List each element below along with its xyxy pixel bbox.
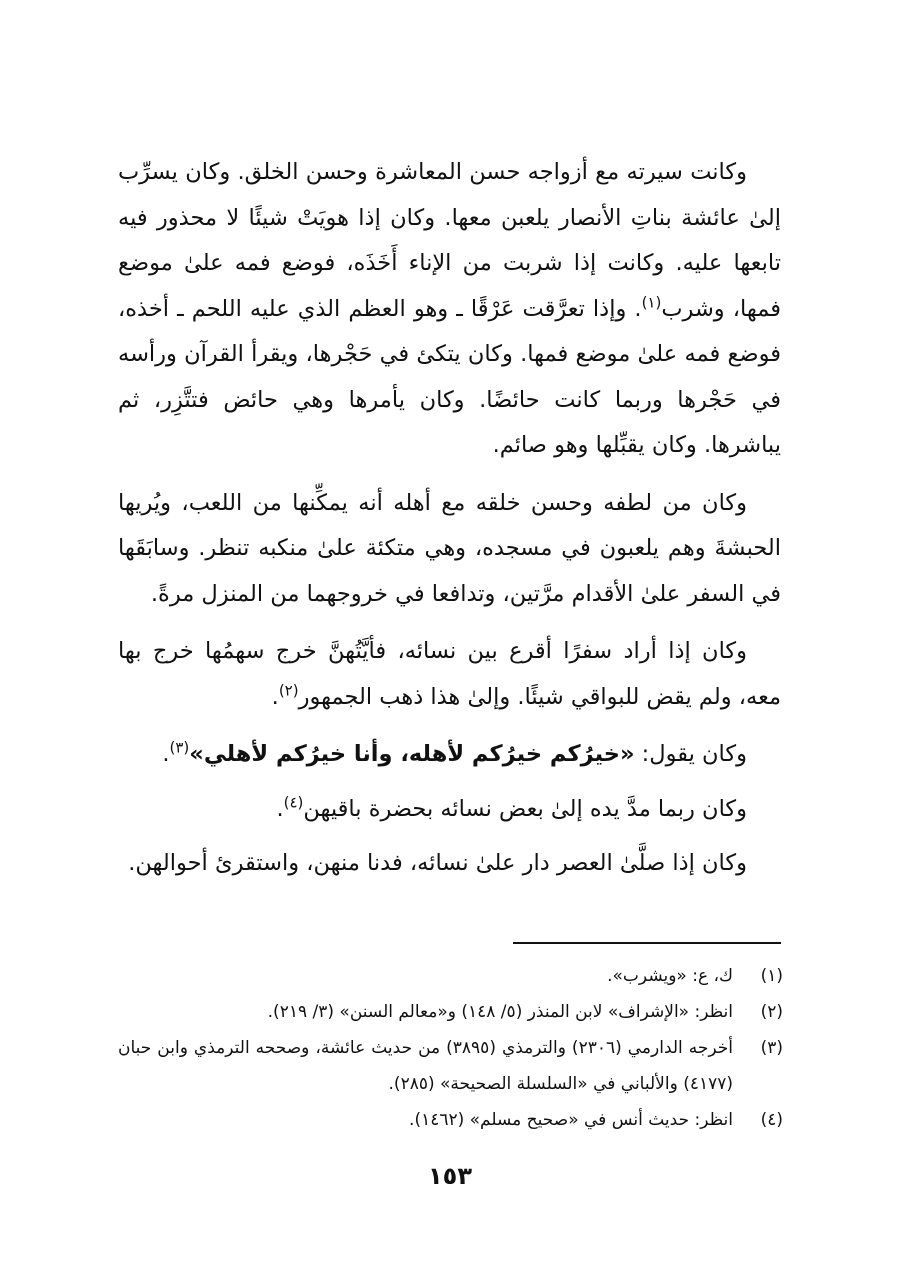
footnote-number: (٣) (760, 1038, 783, 1058)
footnote-text: ك، ع: «ويشرب». (607, 966, 733, 986)
footnote-number: (١) (760, 966, 783, 986)
footnote-separator (513, 942, 781, 944)
footnote-text: انظر: «الإشراف» لابن المنذر (٥/ ١٤٨) و«معالم السنن» (٣/ ٢١٩). (267, 1002, 733, 1022)
paragraph-5: وكان ربما مدَّ يده إلىٰ بعض نسائه بحضرة باقيهن$^{(٤)}$. (276, 793, 747, 822)
footnotes (118, 958, 783, 1138)
footnote-ref-4[interactable]: (٤) (283, 793, 304, 811)
footnote-ref-2[interactable]: (٢) (278, 681, 299, 699)
footnote-number: (٢) (760, 1002, 783, 1022)
paragraph-3: وكان إذا أراد سفرًا أقرع بين نسائه، فأيَّتُهنَّ خرج سهمُها خرج بها معه، ولم يقض للبواقي شيئًا. وإلىٰ هذا ذهب الجمهور$^{(٢)}$. (118, 638, 781, 710)
footnote-text: أخرجه الدارمي (٢٣٠٦) والترمذي (٣٨٩٥) من حديث عائشة، وصححه الترمذي وابن حبان (٤١٧٧) والألباني في «السلسلة الصحيحة» (٢٨٥). (118, 1038, 734, 1094)
footnote-3 (118, 1030, 783, 1102)
footnote-number: (٤) (760, 1110, 783, 1130)
footnote-ref-1[interactable]: (١) (641, 293, 662, 311)
paragraph-6: وكان إذا صلَّىٰ العصر دار علىٰ نسائه، فدنا منهن، واستقرئ أحوالهن. (128, 850, 747, 876)
page-number: ١٥٣ (428, 1162, 472, 1190)
paragraph-4: وكان يقول: «خيرُكم خيرُكم لأهله، وأنا خيرُكم لأهلي»$^{(٣)}$. (162, 738, 747, 767)
hadith-quote: «خيرُكم خيرُكم لأهله، وأنا خيرُكم لأهلي» (189, 741, 635, 767)
paragraph-2: وكان من لطفه وحسن خلقه مع أهله أنه يمكِّنها من اللعب، ويُريها الحبشةَ وهم يلعبون في مسجده، وهي متكئة علىٰ منكبه تنظر. وسابَقَها في السفر علىٰ الأقدام مرَّتين، وتدافعا في خروجهما من المنزل مرةً. (118, 489, 781, 607)
footnote-text: انظر: حديث أنس في «صحيح مسلم» (١٤٦٢). (409, 1110, 733, 1130)
main-text (118, 150, 781, 899)
footnote-2 (118, 994, 783, 1030)
paragraph-1: وكانت سيرته مع أزواجه حسن المعاشرة وحسن الخلق. وكان يسرِّب إلىٰ عائشة بناتِ الأنصار يلعبن معها. وكان إذا هويَتْ شيئًا لا محذور فيه تابعها عليه. وكانت إذا شربت من الإناء أَخَذَه، فوضع فمه علىٰ موضع فمها، وشرب$^{(١)}$. وإذا تعرَّقت عَرْقًا ـ وهو العظم الذي عليه اللحم ـ أخذه، فوضع فمه علىٰ موضع فمها. وكان يتكئ في حَجْرها، ويقرأ القرآن ورأسه في حَجْرها وربما كانت حائضًا. وكان يأمرها وهي حائض فتتَّزِر، ثم يباشرها. وكان يقبِّلها وهو صائم. (118, 159, 781, 458)
footnote-ref-3[interactable]: (٣) (169, 738, 190, 757)
footnote-1 (118, 958, 783, 994)
footnote-4 (118, 1102, 783, 1138)
